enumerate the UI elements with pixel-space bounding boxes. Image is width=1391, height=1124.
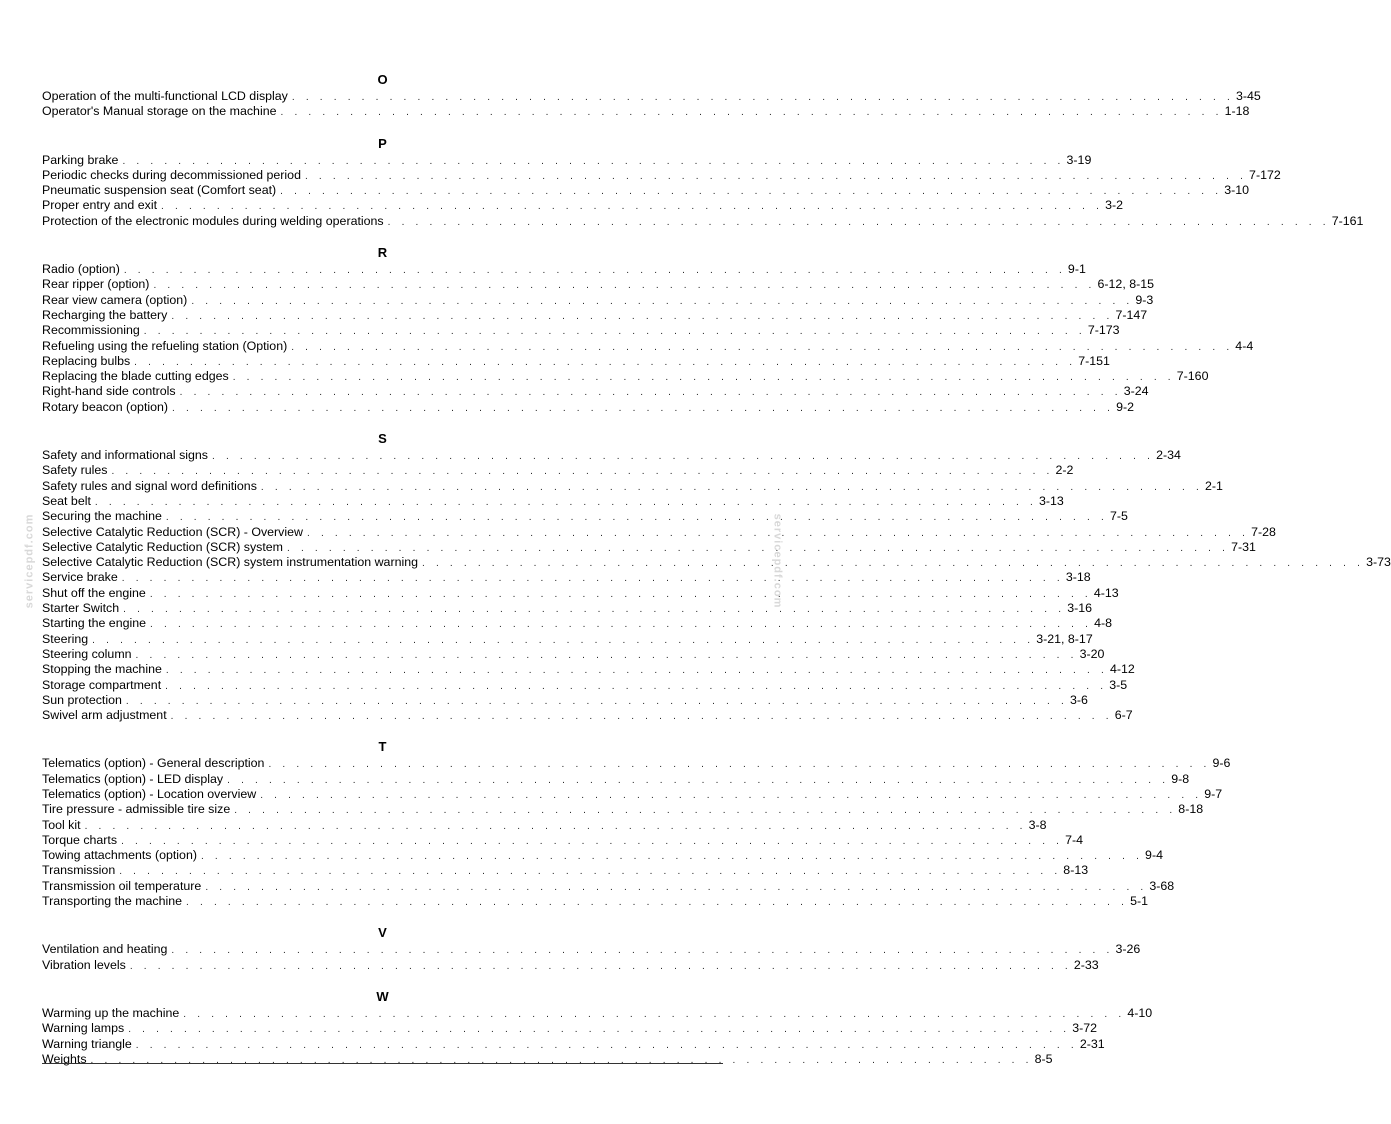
dot-leader: . . . . . . . . . . . . . . . . . . . . . . . . . . . . . . . . . . . . . . . . . . . . . . . . . . . . . . . . . . . . . . . . . . . . — [280, 107, 1223, 119]
section-gap — [42, 909, 723, 925]
dot-leader: . . . . . . . . . . . . . . . . . . . . . . . . . . . . . . . . . . . . . . . . . . . . . . . . . . . . . . . . . . . . . . . . . . . . — [186, 897, 1129, 909]
entry-page: 4-12 — [1109, 662, 1135, 677]
entry-title: Telematics (option) - General description — [42, 756, 265, 771]
index-entry — [42, 878, 1175, 894]
dot-leader: . . . . . . . . . . . . . . . . . . . . . . . . . . . . . . . . . . . . . . . . . . . . . . . . . . . . . . . . . . . . . . . . . . . . — [90, 1054, 1033, 1066]
index-entry — [42, 384, 1149, 399]
entry-page: 4-8 — [1094, 616, 1113, 631]
index-entry — [42, 677, 1128, 693]
entry-title: Selective Catalytic Reduction (SCR) - Overview — [42, 524, 303, 539]
dot-leader: . . . . . . . . . . . . . . . . . . . . . . . . . . . . . . . . . . . . . . . . . . . . . . . . . . . . . . . . . . . . . . . . . . . . — [172, 402, 1115, 414]
dot-leader: . . . . . . . . . . . . . . . . . . . . . . . . . . . . . . . . . . . . . . . . . . . . . . . . . . . . . . . . . . . . . . . . . . . . — [134, 356, 1077, 368]
entry-page: 8-5 — [1034, 1051, 1053, 1066]
dot-leader: . . . . . . . . . . . . . . . . . . . . . . . . . . . . . . . . . . . . . . . . . . . . . . . . . . . . . . . . . . . . . . . . . . . . — [291, 341, 1234, 353]
entry-title: Selective Catalytic Reduction (SCR) system — [42, 539, 284, 554]
entry-title: Telematics (option) - LED display — [42, 771, 224, 786]
entry-title: Warning lamps — [42, 1021, 125, 1036]
entry-page: 9-6 — [1212, 756, 1231, 771]
index-entry — [42, 338, 1254, 354]
dot-leader: . . . . . . . . . . . . . . . . . . . . . . . . . . . . . . . . . . . . . . . . . . . . . . . . . . . . . . . . . . . . . . . . . . . . — [306, 527, 1250, 539]
index-entry — [42, 894, 1149, 909]
entry-page: 9-7 — [1204, 786, 1223, 801]
entry-title: Transmission oil temperature — [42, 878, 202, 893]
entry-title: Starting the engine — [42, 616, 147, 631]
index-entry — [42, 448, 1181, 463]
index-entry — [42, 832, 1084, 848]
entry-page: 3-2 — [1105, 198, 1124, 213]
entry-title: Protection of the electronic modules during welding operations — [42, 213, 384, 228]
index-entry — [42, 104, 1250, 119]
entry-title: Telematics (option) - Location overview — [42, 786, 257, 801]
dot-leader: . . . . . . . . . . . . . . . . . . . . . . . . . . . . . . . . . . . . . . . . . . . . . . . . . . . . . . . . . . . . . . . . . . . . — [135, 1039, 1078, 1051]
entry-page: 7-5 — [1109, 509, 1128, 524]
entry-page: 9-8 — [1171, 771, 1190, 786]
entry-page: 3-8 — [1028, 817, 1047, 832]
index-entry — [42, 585, 1119, 601]
entry-page: 6-12, 8-15 — [1097, 277, 1154, 292]
entry-title: Recommissioning — [42, 323, 140, 338]
watermark-right: servicepdf.com — [771, 513, 784, 609]
dot-leader: . . . . . . . . . . . . . . . . . . . . . . . . . . . . . . . . . . . . . . . . . . . . . . . . . . . . . . . . . . . . . . . . . . . . — [179, 387, 1122, 399]
entry-title: Steering — [42, 631, 89, 646]
entry-title: Tool kit — [42, 817, 81, 832]
dot-leader: . . . . . . . . . . . . . . . . . . . . . . . . . . . . . . . . . . . . . . . . . . . . . . . . . . . . . . . . . . . . . . . . . . . . — [125, 695, 1068, 707]
entry-title: Service brake — [42, 570, 118, 585]
dot-leader: . . . . . . . . . . . . . . . . . . . . . . . . . . . . . . . . . . . . . . . . . . . . . . . . . . . . . . . . . . . . . . . . . . . . — [121, 835, 1064, 847]
entry-page: 9-3 — [1135, 292, 1154, 307]
index-entry — [42, 323, 1120, 338]
entry-page: 3-72 — [1072, 1021, 1098, 1036]
dot-leader: . . . . . . . . . . . . . . . . . . . . . . . . . . . . . . . . . . . . . . . . . . . . . . . . . . . . . . . . . . . . . . . . . . . . — [422, 558, 1365, 570]
dot-leader: . . . . . . . . . . . . . . . . . . . . . . . . . . . . . . . . . . . . . . . . . . . . . . . . . . . . . . . . . . . . . . . . . . . . — [234, 805, 1177, 817]
entry-title: Radio (option) — [42, 262, 120, 277]
dot-leader: . . . . . . . . . . . . . . . . . . . . . . . . . . . . . . . . . . . . . . . . . . . . . . . . . . . . . . . . . . . . . . . . . . . . — [287, 542, 1230, 554]
entry-page: 7-4 — [1065, 832, 1084, 847]
entry-title: Tire pressure - admissible tire size — [42, 802, 231, 817]
entry-title: Vibration levels — [42, 957, 126, 972]
entry-page: 2-33 — [1073, 957, 1099, 972]
entry-title: Recharging the battery — [42, 307, 168, 322]
entry-title: Seat belt — [42, 493, 91, 508]
entry-title: Torque charts — [42, 832, 118, 847]
entry-title: Safety rules and signal word definitions — [42, 478, 257, 493]
entry-title: Steering column — [42, 646, 132, 661]
index-entry — [42, 692, 1088, 708]
dot-leader: . . . . . . . . . . . . . . . . . . . . . . . . . . . . . . . . . . . . . . . . . . . . . . . . . . . . . . . . . . . . . . . . . . . . — [143, 326, 1086, 338]
entry-page: 4-10 — [1127, 1005, 1153, 1020]
index-entry — [42, 708, 1133, 723]
entry-page: 3-21, 8-17 — [1036, 631, 1093, 646]
index-entry — [42, 817, 1047, 833]
index-section — [42, 135, 1364, 229]
index-entry — [42, 167, 1281, 183]
entry-title: Safety and informational signs — [42, 448, 208, 463]
section-letter: P — [378, 135, 387, 151]
entry-page: 9-4 — [1145, 848, 1163, 863]
dot-leader: . . . . . . . . . . . . . . . . . . . . . . . . . . . . . . . . . . . . . . . . . . . . . . . . . . . . . . . . . . . . . . . . . . . . — [268, 759, 1211, 771]
dot-leader: . . . . . . . . . . . . . . . . . . . . . . . . . . . . . . . . . . . . . . . . . . . . . . . . . . . . . . . . . . . . . . . . . . . . — [128, 1024, 1071, 1036]
entry-page: 7-172 — [1249, 167, 1281, 182]
index-entry — [42, 292, 1154, 308]
index-entry — [42, 369, 1209, 384]
index-entry — [42, 802, 1204, 817]
entry-page: 2-2 — [1055, 463, 1074, 478]
entry-page: 3-5 — [1109, 677, 1128, 692]
dot-leader: . . . . . . . . . . . . . . . . . . . . . . . . . . . . . . . . . . . . . . . . . . . . . . . . . . . . . . . . . . . . . . . . . . . . — [191, 295, 1134, 307]
index-entry — [42, 662, 1135, 677]
index-entry — [42, 786, 1223, 802]
section-letter: T — [378, 739, 387, 755]
entry-title: Operator's Manual storage on the machine — [42, 104, 277, 119]
index-entry — [42, 646, 1105, 662]
entry-page: 7-160 — [1176, 369, 1209, 384]
index-entry — [42, 616, 1113, 631]
entry-page: 3-18 — [1065, 570, 1091, 585]
index-entry — [42, 1036, 1105, 1052]
index-entry — [42, 399, 1135, 415]
entry-page: 7-151 — [1078, 353, 1110, 368]
entry-title: Towing attachments (option) — [42, 848, 197, 863]
entry-title: Warning triangle — [42, 1036, 132, 1051]
dot-leader: . . . . . . . . . . . . . . . . . . . . . . . . . . . . . . . . . . . . . . . . . . . . . . . . . . . . . . . . . . . . . . . . . . . . — [111, 466, 1054, 478]
section-gap — [42, 120, 723, 136]
section-letter: W — [376, 988, 389, 1004]
index-section — [42, 739, 1231, 909]
dot-leader: . . . . . . . . . . . . . . . . . . . . . . . . . . . . . . . . . . . . . . . . . . . . . . . . . . . . . . . . . . . . . . . . . . . . — [200, 851, 1144, 863]
entry-page: 2-1 — [1204, 478, 1223, 493]
entry-page: 5-1 — [1130, 894, 1149, 909]
watermark-left: servicepdf.com — [23, 513, 36, 609]
dot-leader: . . . . . . . . . . . . . . . . . . . . . . . . . . . . . . . . . . . . . . . . . . . . . . . . . . . . . . . . . . . . . . . . . . . . — [92, 634, 1035, 646]
dot-leader: . . . . . . . . . . . . . . . . . . . . . . . . . . . . . . . . . . . . . . . . . . . . . . . . . . . . . . . . . . . . . . . . . . . . — [304, 170, 1248, 182]
entry-title: Starter Switch — [42, 601, 120, 616]
section-gap — [42, 723, 723, 739]
section-letter: R — [377, 245, 388, 261]
entry-title: Parking brake — [42, 152, 119, 167]
entry-page: 7-28 — [1251, 524, 1276, 539]
index-entry — [42, 213, 1364, 229]
dot-leader: . . . . . . . . . . . . . . . . . . . . . . . . . . . . . . . . . . . . . . . . . . . . . . . . . . . . . . . . . . . . . . . . . . . . — [123, 265, 1066, 277]
section-gap — [42, 415, 723, 431]
entry-title: Operation of the multi-functional LCD display — [42, 89, 288, 103]
entry-page: 3-68 — [1149, 878, 1175, 893]
entry-title: Sun protection — [42, 692, 122, 707]
entry-title: Transporting the machine — [42, 894, 183, 909]
index-entry — [42, 631, 1093, 647]
entry-page: 7-173 — [1087, 323, 1120, 338]
index-entry — [42, 771, 1190, 787]
entry-page: 4-4 — [1235, 338, 1254, 353]
index-entry — [42, 262, 1086, 277]
entry-title: Rear ripper (option) — [42, 277, 150, 292]
entry-title: Proper entry and exit — [42, 198, 158, 213]
entry-page: 2-34 — [1156, 448, 1181, 463]
index-entry — [42, 1021, 1098, 1036]
index-entry — [42, 509, 1128, 524]
index-entry — [42, 601, 1093, 616]
dot-leader: . . . . . . . . . . . . . . . . . . . . . . . . . . . . . . . . . . . . . . . . . . . . . . . . . . . . . . . . . . . . . . . . . . . . — [387, 216, 1330, 228]
entry-title: Securing the machine — [42, 509, 162, 524]
index-entry — [42, 524, 1276, 540]
section-letter: V — [378, 925, 387, 941]
index-entry — [42, 152, 1092, 168]
entry-page: 6-7 — [1114, 708, 1133, 723]
dot-leader: . . . . . . . . . . . . . . . . . . . . . . . . . . . . . . . . . . . . . . . . . . . . . . . . . . . . . . . . . . . . . . . . . . . . — [122, 155, 1065, 167]
dot-leader: . . . . . . . . . . . . . . . . . . . . . . . . . . . . . . . . . . . . . . . . . . . . . . . . . . . . . . . . . . . . . . . . . . . . — [135, 649, 1078, 661]
dot-leader: . . . . . . . . . . . . . . . . . . . . . . . . . . . . . . . . . . . . . . . . . . . . . . . . . . . . . . . . . . . . . . . . . . . . — [260, 789, 1203, 801]
index-entry — [42, 183, 1250, 198]
dot-leader: . . . . . . . . . . . . . . . . . . . . . . . . . . . . . . . . . . . . . . . . . . . . . . . . . . . . . . . . . . . . . . . . . . . . — [212, 451, 1155, 463]
entry-page: 3-26 — [1115, 942, 1141, 957]
dot-leader: . . . . . . . . . . . . . . . . . . . . . . . . . . . . . . . . . . . . . . . . . . . . . . . . . . . . . . . . . . . . . . . . . . . . — [119, 866, 1062, 878]
dot-leader: . . . . . . . . . . . . . . . . . . . . . . . . . . . . . . . . . . . . . . . . . . . . . . . . . . . . . . . . . . . . . . . . . . . . — [232, 372, 1175, 384]
dot-leader: . . . . . . . . . . . . . . . . . . . . . . . . . . . . . . . . . . . . . . . . . . . . . . . . . . . . . . . . . . . . . . . . . . . . — [171, 310, 1114, 322]
dot-leader: . . . . . . . . . . . . . . . . . . . . . . . . . . . . . . . . . . . . . . . . . . . . . . . . . . . . . . . . . . . . . . . . . . . . — [280, 186, 1223, 198]
entry-page: 1-18 — [1224, 104, 1250, 119]
dot-leader: . . . . . . . . . . . . . . . . . . . . . . . . . . . . . . . . . . . . . . . . . . . . . . . . . . . . . . . . . . . . . . . . . . . . — [165, 680, 1108, 692]
entry-title: Rotary beacon (option) — [42, 399, 169, 414]
entry-page: 3-73 — [1366, 555, 1391, 570]
entry-title: Stopping the machine — [42, 662, 162, 677]
index-entry — [42, 1005, 1153, 1021]
entry-page: 7-161 — [1331, 213, 1364, 228]
section-gap — [42, 973, 723, 989]
entry-title: Safety rules — [42, 463, 108, 478]
entry-page: 4-13 — [1093, 585, 1119, 600]
dot-leader: . . . . . . . . . . . . . . . . . . . . . . . . . . . . . . . . . . . . . . . . . . . . . . . . . . . . . . . . . . . . . . . . . . . . — [149, 588, 1092, 600]
index-entry — [42, 493, 1064, 509]
dot-leader: . . . . . . . . . . . . . . . . . . . . . . . . . . . . . . . . . . . . . . . . . . . . . . . . . . . . . . . . . . . . . . . . . . . . — [129, 960, 1072, 972]
entry-title: Replacing bulbs — [42, 353, 131, 368]
dot-leader: . . . . . . . . . . . . . . . . . . . . . . . . . . . . . . . . . . . . . . . . . . . . . . . . . . . . . . . . . . . . . . . . . . . . — [205, 881, 1148, 893]
dot-leader: . . . . . . . . . . . . . . . . . . . . . . . . . . . . . . . . . . . . . . . . . . . . . . . . . . . . . . . . . . . . . . . . . . . . — [170, 711, 1113, 723]
entry-title: Storage compartment — [42, 677, 162, 692]
entry-page: 3-13 — [1039, 493, 1064, 508]
dot-leader: . . . . . . . . . . . . . . . . . . . . . . . . . . . . . . . . . . . . . . . . . . . . . . . . . . . . . . . . . . . . . . . . . . . . — [165, 665, 1108, 677]
index-entry — [42, 863, 1089, 878]
index-section — [42, 72, 1261, 120]
index-entry — [42, 957, 1099, 973]
index-entry — [42, 89, 1261, 104]
entry-page: 9-1 — [1067, 262, 1086, 277]
entry-title: Warming up the machine — [42, 1005, 180, 1020]
index-entry — [42, 1051, 1053, 1067]
index-section — [42, 925, 1141, 973]
entry-title: Pneumatic suspension seat (Comfort seat) — [42, 183, 277, 198]
index-entry — [42, 848, 1163, 863]
index-entry — [42, 942, 1141, 957]
entry-page: 7-31 — [1231, 539, 1256, 554]
dot-leader: . . . . . . . . . . . . . . . . . . . . . . . . . . . . . . . . . . . . . . . . . . . . . . . . . . . . . . . . . . . . . . . . . . . . — [183, 1008, 1126, 1020]
index-entry — [42, 198, 1124, 213]
index-entry — [42, 307, 1148, 323]
entry-title: Ventilation and heating — [42, 942, 168, 957]
section-letter: S — [378, 431, 387, 447]
entry-title: Transmission — [42, 863, 116, 878]
entry-title: Periodic checks during decommissioned period — [42, 167, 301, 182]
entry-page: 7-147 — [1115, 307, 1148, 322]
dot-leader: . . . . . . . . . . . . . . . . . . . . . . . . . . . . . . . . . . . . . . . . . . . . . . . . . . . . . . . . . . . . . . . . . . . . — [260, 481, 1203, 493]
section-gap — [42, 229, 723, 245]
dot-leader: . . . . . . . . . . . . . . . . . . . . . . . . . . . . . . . . . . . . . . . . . . . . . . . . . . . . . . . . . . . . . . . . . . . . — [150, 619, 1093, 631]
index-section — [42, 988, 1153, 1067]
index-section — [42, 245, 1254, 415]
index-entry — [42, 277, 1154, 292]
entry-title: Refueling using the refueling station (Option) — [42, 338, 288, 353]
entry-page: 9-2 — [1116, 399, 1135, 414]
dot-leader: . . . . . . . . . . . . . . . . . . . . . . . . . . . . . . . . . . . . . . . . . . . . . . . . . . . . . . . . . . . . . . . . . . . . — [121, 573, 1064, 585]
dot-leader: . . . . . . . . . . . . . . . . . . . . . . . . . . . . . . . . . . . . . . . . . . . . . . . . . . . . . . . . . . . . . . . . . . . . — [171, 945, 1114, 957]
index-entry — [42, 478, 1223, 494]
index-entry — [42, 756, 1231, 771]
index-entry — [42, 539, 1256, 555]
entry-page: 3-24 — [1123, 384, 1149, 399]
dot-leader: . . . . . . . . . . . . . . . . . . . . . . . . . . . . . . . . . . . . . . . . . . . . . . . . . . . . . . . . . . . . . . . . . . . . — [153, 280, 1096, 292]
dot-leader: . . . . . . . . . . . . . . . . . . . . . . . . . . . . . . . . . . . . . . . . . . . . . . . . . . . . . . . . . . . . . . . . . . . . — [94, 496, 1037, 508]
dot-leader: . . . . . . . . . . . . . . . . . . . . . . . . . . . . . . . . . . . . . . . . . . . . . . . . . . . . . . . . . . . . . . . . . . . . — [227, 774, 1170, 786]
index-entry — [42, 570, 1091, 585]
entry-title: Right-hand side controls — [42, 384, 176, 399]
section-letter: O — [377, 72, 388, 87]
entry-page: 3-19 — [1066, 152, 1092, 167]
entry-title: Replacing the blade cutting edges — [42, 369, 229, 384]
dot-leader: . . . . . . . . . . . . . . . . . . . . . . . . . . . . . . . . . . . . . . . . . . . . . . . . . . . . . . . . . . . . . . . . . . . . — [84, 820, 1027, 832]
entry-page: 3-16 — [1067, 601, 1093, 616]
entry-page: 8-13 — [1063, 863, 1089, 878]
entry-page: 3-10 — [1224, 183, 1250, 198]
dot-leader: . . . . . . . . . . . . . . . . . . . . . . . . . . . . . . . . . . . . . . . . . . . . . . . . . . . . . . . . . . . . . . . . . . . . — [165, 512, 1108, 524]
index-entry — [42, 353, 1110, 369]
entry-title: Weights — [42, 1051, 87, 1066]
entry-page: 2-31 — [1079, 1036, 1105, 1051]
dot-leader: . . . . . . . . . . . . . . . . . . . . . . . . . . . . . . . . . . . . . . . . . . . . . . . . . . . . . . . . . . . . . . . . . . . . — [291, 92, 1234, 103]
entry-title: Rear view camera (option) — [42, 292, 188, 307]
entry-page: 3-20 — [1079, 646, 1105, 661]
entry-page: 8-18 — [1178, 802, 1204, 817]
entry-title: Shut off the engine — [42, 585, 146, 600]
index-entry — [42, 555, 1391, 570]
entry-title: Swivel arm adjustment — [42, 708, 167, 723]
entry-title: Selective Catalytic Reduction (SCR) system instrumentation warning — [42, 555, 418, 570]
entry-page: 3-6 — [1069, 692, 1088, 707]
index-entry — [42, 463, 1074, 478]
entry-page: 3-45 — [1235, 89, 1261, 103]
dot-leader: . . . . . . . . . . . . . . . . . . . . . . . . . . . . . . . . . . . . . . . . . . . . . . . . . . . . . . . . . . . . . . . . . . . . — [123, 604, 1066, 616]
footer-rule — [42, 1063, 723, 1064]
dot-leader: . . . . . . . . . . . . . . . . . . . . . . . . . . . . . . . . . . . . . . . . . . . . . . . . . . . . . . . . . . . . . . . . . . . . — [161, 201, 1104, 213]
